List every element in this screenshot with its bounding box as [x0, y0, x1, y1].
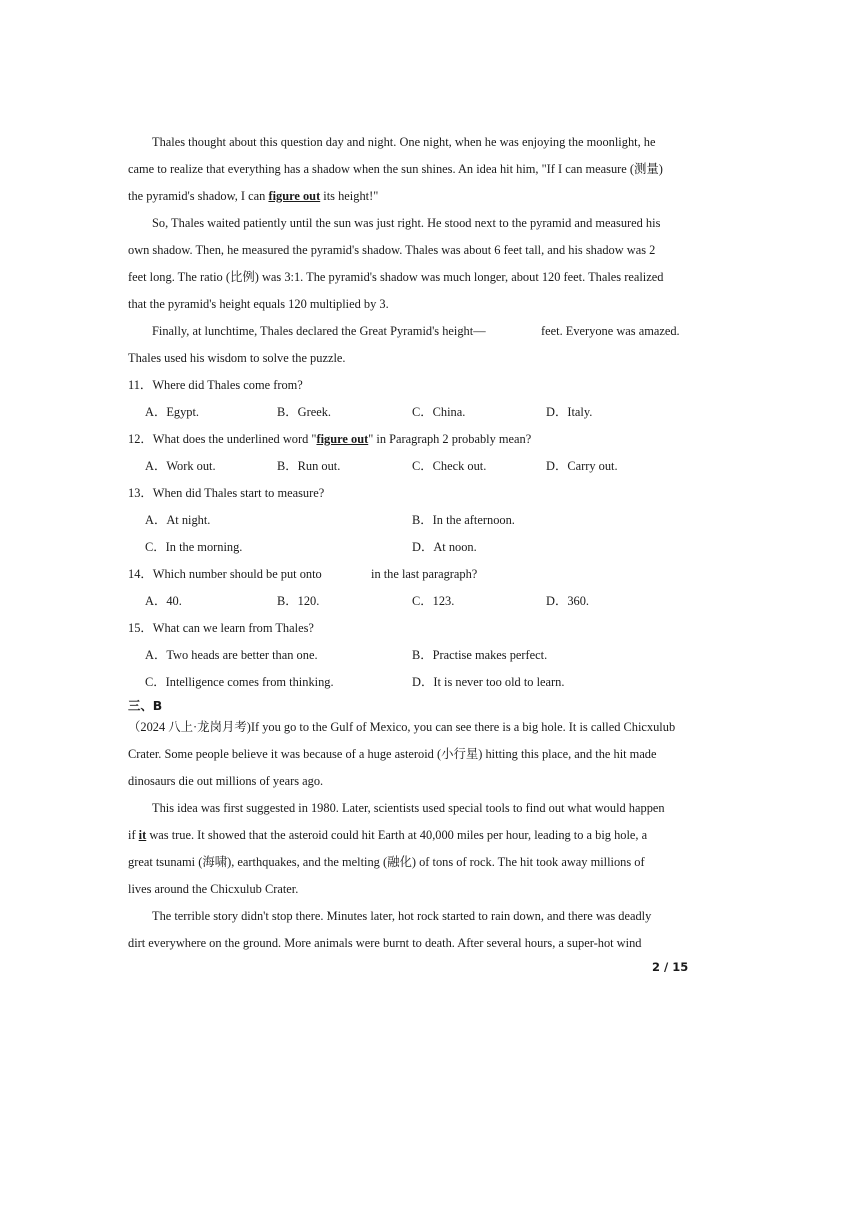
question-13-stem: 13．When did Thales start to measure?	[128, 486, 325, 500]
passage-b-p3-line1: The terrible story didn't stop there. Minutes later, hot rock started to rain down, and there was deadly	[152, 909, 652, 923]
question-15-option-a: A．Two heads are better than one.	[145, 648, 318, 662]
passage-b-p2-line4: lives around the Chicxulub Crater.	[128, 882, 299, 896]
question-13-option-d: D．At noon.	[412, 540, 477, 554]
underlined-phrase: figure out	[316, 432, 369, 446]
section-heading: 三、B	[128, 698, 163, 713]
passage-b-p2-line3: great tsunami (海啸), earthquakes, and the melting (融化) of tons of rock. The hit took away millions of	[128, 855, 645, 869]
question-15-option-b: B．Practise makes perfect.	[412, 648, 548, 662]
question-11-option-b: B．Greek.	[277, 405, 332, 419]
passage-a-p2-line1: So, Thales waited patiently until the sun was just right. He stood next to the pyramid and measured his	[152, 216, 661, 230]
passage-a-p2-line2: own shadow. Then, he measured the pyramid's shadow. Thales was about 6 feet tall, and his shadow was 2	[128, 243, 656, 257]
page-number: 2 / 15	[652, 960, 689, 974]
question-14-option-a: A．40.	[145, 594, 182, 608]
question-12-option-d: D．Carry out.	[546, 459, 618, 473]
question-12-stem	[128, 431, 531, 447]
question-14-stem-end: in the last paragraph?	[371, 567, 478, 581]
text-run: if	[128, 828, 139, 842]
question-14-option-b: B．120.	[277, 594, 320, 608]
text-run: 12．What does the underlined word "	[128, 432, 317, 446]
question-12-option-c: C．Check out.	[412, 459, 487, 473]
question-13-option-b: B．In the afternoon.	[412, 513, 515, 527]
question-15-option-d: D．It is never too old to learn.	[412, 675, 565, 689]
passage-a-p1-line3	[128, 188, 378, 204]
passage-a-p2-line3: feet long. The ratio (比例) was 3:1. The pyramid's shadow was much longer, about 120 feet. Thales realized	[128, 270, 664, 284]
text-run: was true. It showed that the asteroid could hit Earth at 40,000 miles per hour, leading to a big hole, a	[146, 828, 648, 842]
passage-a-p3-line1-end: feet. Everyone was amazed.	[541, 324, 680, 338]
question-12-option-a: A．Work out.	[145, 459, 216, 473]
text-run: Finally, at lunchtime, Thales declared the Great Pyramid's height—	[152, 324, 486, 338]
passage-a-p3-line2: Thales used his wisdom to solve the puzzle.	[128, 351, 346, 365]
question-11-stem: 11．Where did Thales come from?	[128, 378, 303, 392]
underlined-phrase: figure out	[268, 189, 321, 203]
question-11-option-a: A．Egypt.	[145, 405, 200, 419]
passage-b-p1-line1: （2024 八上·龙岗月考)If you go to the Gulf of Mexico, you can see there is a big hole. It is called Chicxulub	[128, 720, 676, 734]
question-15-stem: 15．What can we learn from Thales?	[128, 621, 314, 635]
passage-a-p3-line1	[152, 323, 486, 339]
passage-a-p2-line4: that the pyramid's height equals 120 multiplied by 3.	[128, 297, 389, 311]
question-13-option-a: A．At night.	[145, 513, 211, 527]
text-run: " in Paragraph 2 probably mean?	[368, 432, 532, 446]
question-14-option-c: C．123.	[412, 594, 455, 608]
text-run: the pyramid's shadow, I can	[128, 189, 269, 203]
question-11-option-c: C．China.	[412, 405, 466, 419]
passage-b-p2-line1: This idea was first suggested in 1980. Later, scientists used special tools to find out what would happen	[152, 801, 665, 815]
passage-b-p1-line3: dinosaurs die out millions of years ago.	[128, 774, 324, 788]
question-11-option-d: D．Italy.	[546, 405, 593, 419]
question-14-option-d: D．360.	[546, 594, 590, 608]
passage-b-p3-line2: dirt everywhere on the ground. More animals were burnt to death. After several hours, a super-hot wind	[128, 936, 642, 950]
question-14-stem: 14．Which number should be put onto	[128, 567, 322, 581]
text-run: its height!"	[320, 189, 379, 203]
underlined-word: it	[138, 828, 147, 842]
question-13-option-c: C．In the morning.	[145, 540, 243, 554]
passage-b-p1-line2: Crater. Some people believe it was because of a huge asteroid (小行星) hitting this place, and the hit made	[128, 747, 657, 761]
passage-b-p2-line2	[128, 827, 647, 843]
passage-a-p1-line1: Thales thought about this question day and night. One night, when he was enjoying the moonlight, he	[152, 135, 656, 149]
passage-a-p1-line2: came to realize that everything has a shadow when the sun shines. An idea hit him, "If I can measure (测量)	[128, 162, 663, 176]
question-12-option-b: B．Run out.	[277, 459, 341, 473]
question-15-option-c: C．Intelligence comes from thinking.	[145, 675, 334, 689]
